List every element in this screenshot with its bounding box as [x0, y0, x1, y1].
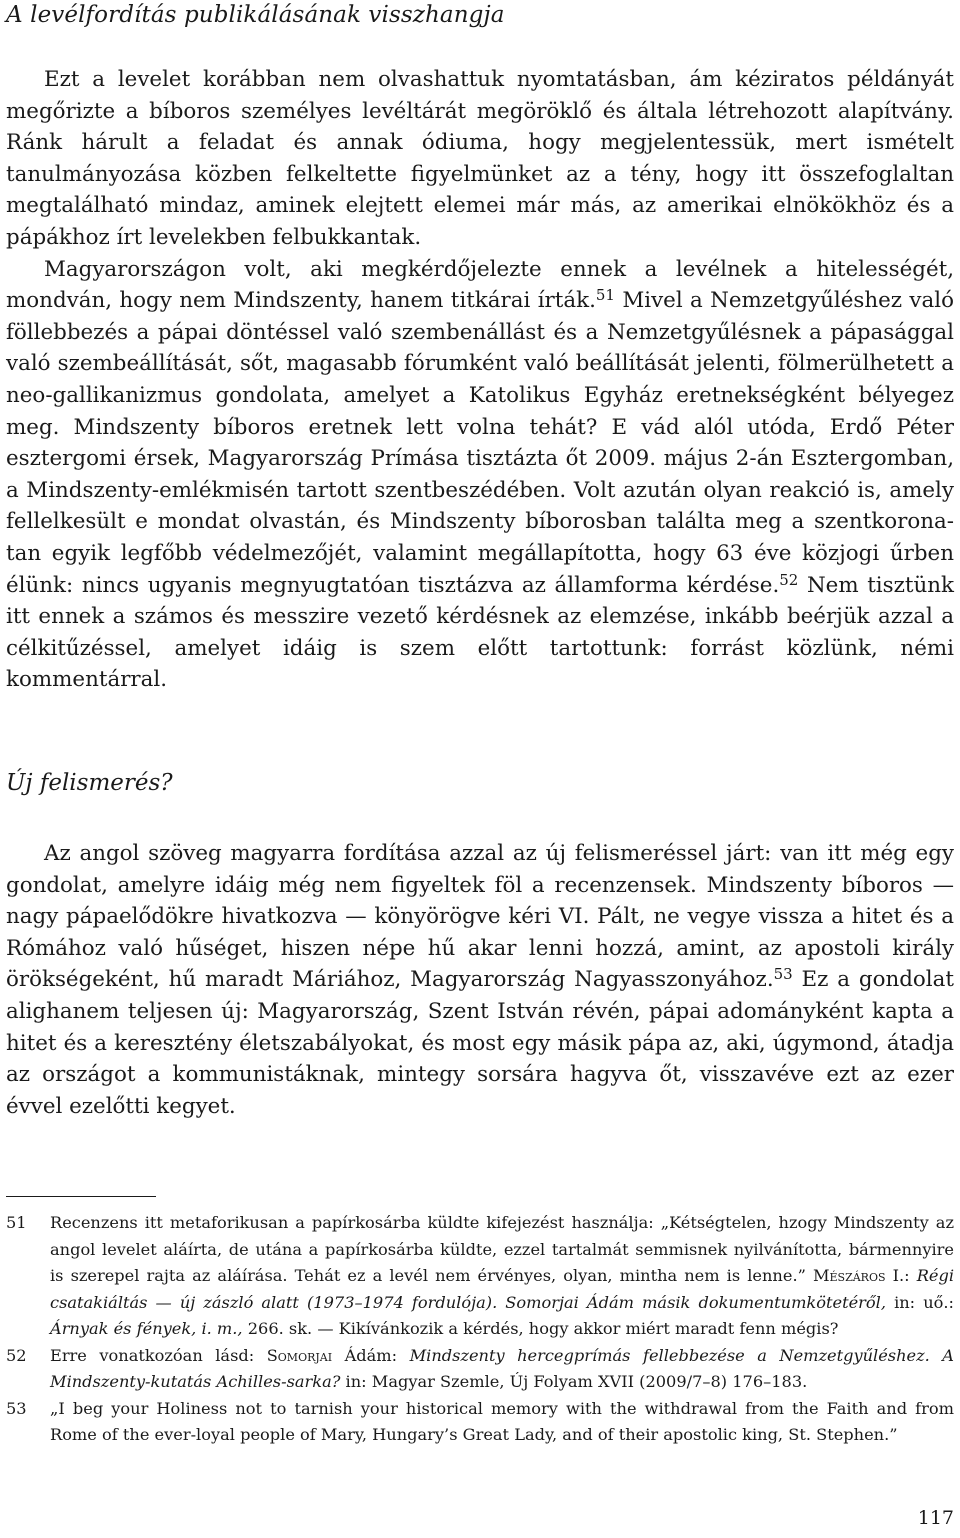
footnote-number: 51: [6, 1213, 27, 1232]
footnote-text: [50, 1210, 954, 1343]
text-run: Ez a gondolat alighanem teljesen új: Magyarország, Szent István révén, pápai adományként kapta a hitet és a keresztény életszabályokat, és most egy másik pápa az, aki, úgymond, átadja az országot a kommunistáknak, mintegy sorsára hagyva őt, visszavéve ezt az ezer évvel ezelőtti kegyet.: [6, 967, 954, 1119]
text-run: Magyarországon volt, aki megkérdőjelezte ennek a levélnek a hitelességét, mondván, hogy nem Mindszenty, hanem titkárai írták.: [6, 256, 954, 314]
footnote-divider: [6, 1196, 156, 1197]
text-run: in: Magyar Szemle, Új Folyam XVII (2009/7–8) 176–183.: [340, 1372, 808, 1391]
text-run: Recenzens itt metaforikusan a papírkosárba küldte kifejezést használja: „Kétségtelen, hzogy Mindszenty az angol levelet aláírta, de utána a papírkosárba küldte, ezzel tartalmát semmisnek nyilvánította, bármennyire is szerepel rajta az aláírása. Tehát ez a levél nem érvényes, olyan, mintha nem is lenne.”: [50, 1213, 954, 1285]
paragraph: [6, 254, 954, 696]
paragraph: [6, 838, 954, 1122]
section-2: [6, 838, 954, 1122]
author-name: Somorjai: [266, 1345, 333, 1365]
text-run: Nem tisztünk itt ennek a számos és messzire vezető kérdésnek az elemzése, inkább beérjük azzal a célkitűzéssel, amelyet idáig is szem előtt tartottunk: forrást közlünk, némi kommentárral.: [6, 572, 954, 693]
citation-title: Mindszenty hercegprímás fellebbezése a Nemzetgyűléshez. A Mindszenty-kutatás Achilles-sarka?: [50, 1345, 954, 1391]
footnote-text: [50, 1343, 954, 1396]
text-run: Az angol szöveg magyarra fordítása azzal az új felismeréssel járt: van itt még egy gondolat, amelyre idáig még nem figyeltek föl a recenzensek. Mindszenty bíboros — nagy pápaelődökre hivatkozva — könyörögve kéri VI. Pált, ne vegye vissza a hitet és a Rómához való hűséget, hiszen népe hű akar lenni hozzá, amint, az apostoli király örökségeként, hű maradt Máriához, Magyarország Nagyasszonyához.: [6, 841, 954, 993]
footnote-ref-51[interactable]: 51: [595, 286, 615, 305]
footnote-53: [6, 1396, 954, 1449]
text-run: Ádám:: [332, 1345, 410, 1365]
citation-title: Régi csatakiáltás — új zászló alatt (1973–1974 fordulója). Somorjai Ádám másik dokumentumkötetéről,: [50, 1266, 954, 1312]
author-name: Mészáros I.: [812, 1266, 905, 1285]
footnote-51: [6, 1210, 954, 1343]
text-run: 266. sk. — Kikívánkozik a kérdés, hogy akkor miért maradt fenn mégis?: [242, 1319, 839, 1338]
text-run: Mivel a Nemzetgyűléshez való föllebbezés a pápai döntéssel való szembenállást és a Nemzetgyűlésnek a pápasággal való szembeállítását, sőt, magasabb fórumként való beállítását jelenti, fölmerülhetett a neo-gallikanizmus gondolata, amelyet a Katolikus Egyház eretnekségként bélyegez meg. Mindszenty bíboros eretnek lett volna tehát? E vád alól utóda, Erdő Péter esztergomi érsek, Magyarország Prímása tisztázta őt 2009. május 2-án Esztergomban, a Mindszenty-emlékmisén tartott szentbeszédében. Volt azután olyan reakció is, amely fellelkesült e mondat olvastán, és Mindszenty bíborosban találta meg a szentkorona-tan egyik legfőbb védelmezőjét, valamint megállapította, hogy 63 éve közjogi űrben élünk: nincs ugyanis megnyugtatóan tisztázva az államforma kérdése.: [6, 288, 954, 598]
page-number: 117: [917, 1507, 954, 1529]
section-1: [6, 64, 954, 696]
running-header: A levélfordítás publikálásának visszhangja: [6, 2, 505, 28]
text-run: Erre vonatkozóan lásd:: [50, 1345, 267, 1365]
text-run: in: uő.:: [885, 1292, 954, 1312]
footnote-number: 53: [6, 1398, 27, 1418]
footnote-text: „I beg your Holiness not to tarnish your historical memory with the withdrawal from the Faith and from Rome of the ever-loyal people of Mary, Hungary’s Great Lady, and of their apostolic king, St. Stephen.”: [50, 1398, 954, 1444]
footnote-ref-52[interactable]: 52: [779, 570, 799, 589]
section-heading: Új felismerés?: [6, 770, 173, 796]
footnote-ref-53[interactable]: 53: [773, 965, 793, 984]
footnote-52: [6, 1343, 954, 1396]
citation-title: Árnyak és fények, i. m.,: [50, 1319, 243, 1338]
paragraph: Ezt a levelet korábban nem olvashattuk nyomtatásban, ám kéziratos példányát megőrizte a bíboros személyes levéltárát megöröklő és általa létrehozott alapítvány. Ránk hárult a feladat és annak ódiuma, hogy megjelentessük, mert ismételt tanulmányozása közben felkeltette figyelmünket az a tény, hogy itt összefoglaltan megtalálható mindaz, aminek elejtett elemei már más, az amerikai elnökökhöz és a pápákhoz írt levelekben felbukkantak.: [6, 67, 954, 250]
text-run: :: [904, 1266, 917, 1285]
footnotes: [6, 1210, 954, 1449]
footnote-number: 52: [6, 1345, 27, 1365]
